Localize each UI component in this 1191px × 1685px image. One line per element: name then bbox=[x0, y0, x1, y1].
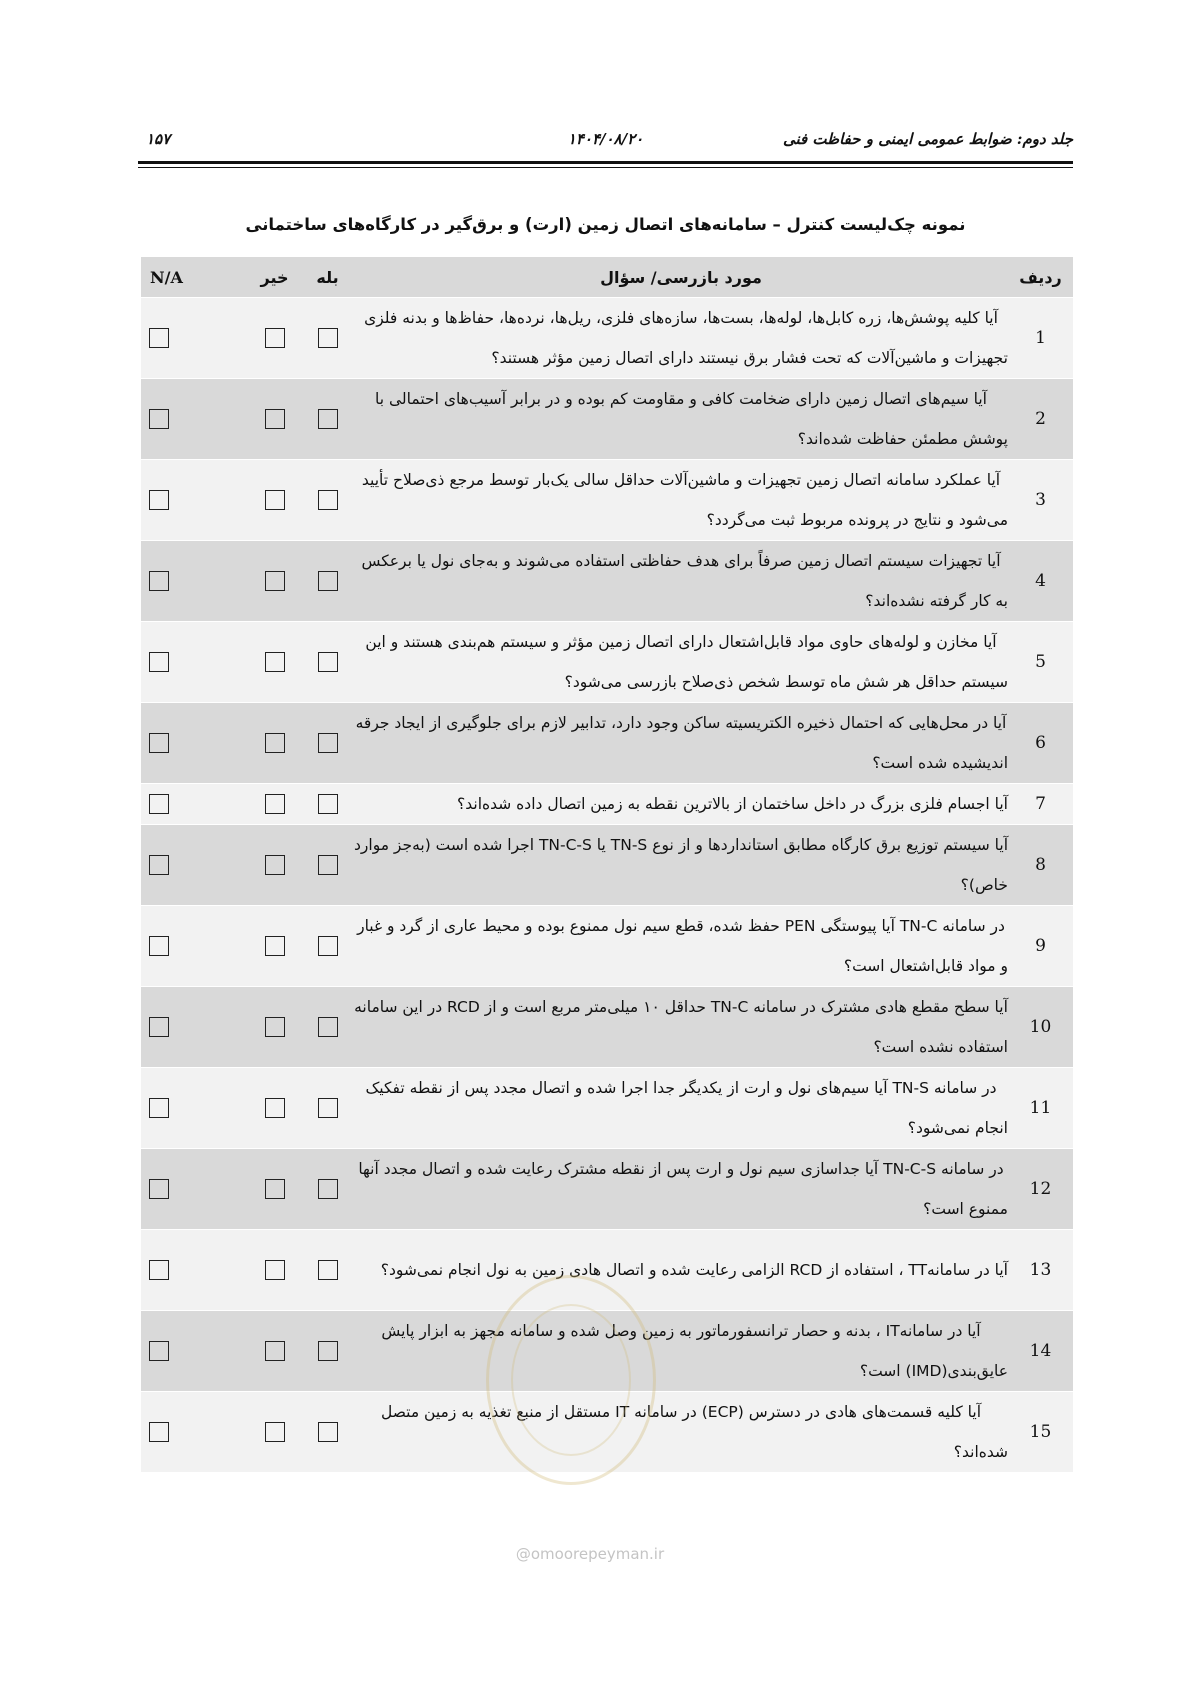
answer-cell-no bbox=[248, 703, 301, 783]
checkbox-no[interactable] bbox=[265, 1341, 285, 1361]
answer-cell-no bbox=[248, 906, 301, 986]
checkbox-no[interactable] bbox=[265, 1098, 285, 1118]
col-header-no: خیر bbox=[248, 257, 301, 297]
answer-cell-yes bbox=[301, 987, 354, 1067]
question-text: آیا کلیه قسمت‌های هادی در دسترس (ECP) در سامانه IT مستقل از منبع تغذیه به زمین متصل شده‌اند؟ bbox=[354, 1392, 1008, 1472]
checkbox-na[interactable] bbox=[149, 409, 169, 429]
row-number: 8 bbox=[1008, 825, 1073, 905]
answer-cell-na bbox=[141, 784, 248, 824]
answer-cell-yes bbox=[301, 1149, 354, 1229]
answer-cell-na bbox=[141, 622, 248, 702]
checkbox-yes[interactable] bbox=[318, 1260, 338, 1280]
checkbox-yes[interactable] bbox=[318, 328, 338, 348]
checkbox-yes[interactable] bbox=[318, 652, 338, 672]
question-text: در سامانه TN-S آیا سیم‌های نول و ارت از یکدیگر جدا اجرا شده و اتصال مجدد پس از نقطه تفکیک انجام نمی‌شود؟ bbox=[354, 1068, 1008, 1148]
row-number: 12 bbox=[1008, 1149, 1073, 1229]
checklist-title: نمونه چک‌لیست کنترل – سامانه‌های اتصال زمین (ارت) و برق‌گیر در کارگاه‌های ساختمانی bbox=[245, 215, 966, 234]
question-text: آیا سیم‌های اتصال زمین دارای ضخامت کافی و مقاومت کم بوده و در برابر آسیب‌های احتمالی با پوشش مطمئن حفاظت شده‌اند؟ bbox=[354, 379, 1008, 459]
checkbox-yes[interactable] bbox=[318, 1341, 338, 1361]
table-row bbox=[141, 1230, 1073, 1310]
table-row bbox=[141, 1149, 1073, 1229]
checkbox-no[interactable] bbox=[265, 409, 285, 429]
answer-cell-no bbox=[248, 987, 301, 1067]
row-number: 4 bbox=[1008, 541, 1073, 621]
answer-cell-yes bbox=[301, 1068, 354, 1148]
checkbox-no[interactable] bbox=[265, 328, 285, 348]
row-number: 15 bbox=[1008, 1392, 1073, 1472]
question-text: آیا تجهیزات سیستم اتصال زمین صرفاً برای هدف حفاظتی استفاده می‌شوند و به‌جای نول یا برعکس به کار گرفته نشده‌اند؟ bbox=[354, 541, 1008, 621]
question-text: آیا سیستم توزیع برق کارگاه مطابق استانداردها و از نوع TN-S یا TN-C-S اجرا شده است (به‌جز موارد خاص)؟ bbox=[354, 825, 1008, 905]
checkbox-yes[interactable] bbox=[318, 409, 338, 429]
checkbox-no[interactable] bbox=[265, 1422, 285, 1442]
row-number: 5 bbox=[1008, 622, 1073, 702]
checkbox-na[interactable] bbox=[149, 936, 169, 956]
header-rule-thin bbox=[138, 167, 1073, 168]
checkbox-no[interactable] bbox=[265, 1260, 285, 1280]
site-watermark: @omoorepeyman.ir bbox=[515, 1545, 665, 1563]
answer-cell-no bbox=[248, 298, 301, 378]
answer-cell-na bbox=[141, 379, 248, 459]
answer-cell-na bbox=[141, 703, 248, 783]
checkbox-yes[interactable] bbox=[318, 1179, 338, 1199]
table-row bbox=[141, 298, 1073, 378]
col-header-na bbox=[141, 257, 248, 297]
answer-cell-no bbox=[248, 825, 301, 905]
checkbox-na[interactable] bbox=[149, 794, 169, 814]
table-header-row bbox=[141, 257, 1073, 297]
answer-cell-yes bbox=[301, 825, 354, 905]
page-header bbox=[138, 130, 1073, 154]
checkbox-na[interactable] bbox=[149, 571, 169, 591]
checkbox-na[interactable] bbox=[149, 1341, 169, 1361]
checkbox-no[interactable] bbox=[265, 652, 285, 672]
checkbox-yes[interactable] bbox=[318, 733, 338, 753]
checkbox-yes[interactable] bbox=[318, 1017, 338, 1037]
row-number: 7 bbox=[1008, 784, 1073, 824]
answer-cell-no bbox=[248, 460, 301, 540]
table-row bbox=[141, 379, 1073, 459]
checkbox-na[interactable] bbox=[149, 1098, 169, 1118]
row-number: 10 bbox=[1008, 987, 1073, 1067]
answer-cell-yes bbox=[301, 1392, 354, 1472]
table-row bbox=[141, 1311, 1073, 1391]
checkbox-na[interactable] bbox=[149, 328, 169, 348]
question-text: آیا اجسام فلزی بزرگ در داخل ساختمان از بالاترین نقطه به زمین اتصال داده شده‌اند؟ bbox=[354, 784, 1008, 824]
table-row bbox=[141, 622, 1073, 702]
answer-cell-na bbox=[141, 1230, 248, 1310]
answer-cell-yes bbox=[301, 460, 354, 540]
question-text: در سامانه TN-C آیا پیوستگی PEN حفظ شده، قطع سیم نول ممنوع بوده و محیط عاری از گرد و غبار و مواد قابل‌اشتعال است؟ bbox=[354, 906, 1008, 986]
checkbox-na[interactable] bbox=[149, 1422, 169, 1442]
page-number: ۱۵۷ bbox=[146, 130, 171, 148]
checkbox-na[interactable] bbox=[149, 1179, 169, 1199]
table-row bbox=[141, 1392, 1073, 1472]
answer-cell-no bbox=[248, 1230, 301, 1310]
answer-cell-na bbox=[141, 541, 248, 621]
checkbox-na[interactable] bbox=[149, 1017, 169, 1037]
checkbox-yes[interactable] bbox=[318, 490, 338, 510]
checkbox-na[interactable] bbox=[149, 652, 169, 672]
answer-cell-na bbox=[141, 1068, 248, 1148]
row-number: 14 bbox=[1008, 1311, 1073, 1391]
row-number: 9 bbox=[1008, 906, 1073, 986]
book-title: جلد دوم: ضوابط عمومی ایمنی و حفاظت فنی bbox=[783, 130, 1073, 148]
checkbox-no[interactable] bbox=[265, 1017, 285, 1037]
answer-cell-na bbox=[141, 460, 248, 540]
row-number: 3 bbox=[1008, 460, 1073, 540]
table-row bbox=[141, 987, 1073, 1067]
checkbox-yes[interactable] bbox=[318, 936, 338, 956]
table-row bbox=[141, 460, 1073, 540]
answer-cell-no bbox=[248, 1068, 301, 1148]
checkbox-no[interactable] bbox=[265, 936, 285, 956]
answer-cell-yes bbox=[301, 379, 354, 459]
answer-cell-yes bbox=[301, 541, 354, 621]
checkbox-no[interactable] bbox=[265, 733, 285, 753]
col-header-na-label: N/A bbox=[150, 267, 183, 287]
table-row bbox=[141, 906, 1073, 986]
checkbox-yes[interactable] bbox=[318, 1098, 338, 1118]
header-rule-thick bbox=[138, 161, 1073, 164]
checkbox-na[interactable] bbox=[149, 855, 169, 875]
col-header-yes: بله bbox=[301, 257, 354, 297]
checkbox-no[interactable] bbox=[265, 490, 285, 510]
answer-cell-no bbox=[248, 1311, 301, 1391]
answer-cell-yes bbox=[301, 703, 354, 783]
question-text: آیا در سامانهIT ، بدنه و حصار ترانسفورماتور به زمین وصل شده و سامانه مجهز به ابزار پایش عایق‌بندی(IMD) است؟ bbox=[354, 1311, 1008, 1391]
answer-cell-no bbox=[248, 784, 301, 824]
table-row bbox=[141, 1068, 1073, 1148]
col-header-row-number: ردیف bbox=[1008, 257, 1073, 297]
checkbox-na[interactable] bbox=[149, 1260, 169, 1280]
col-header-item: مورد بازرسی/ سؤال bbox=[354, 257, 1008, 297]
answer-cell-yes bbox=[301, 1230, 354, 1310]
checkbox-na[interactable] bbox=[149, 733, 169, 753]
checkbox-yes[interactable] bbox=[318, 571, 338, 591]
table-row bbox=[141, 825, 1073, 905]
question-text: آیا کلیه پوشش‌ها، زره کابل‌ها، لوله‌ها، بست‌ها، سازه‌های فلزی، ریل‌ها، نرده‌ها، حفاظ‌ها و بدنه فلزی تجهیزات و ماشین‌آلات که تحت فشار برق نیستند دارای اتصال زمین مؤثر هستند؟ bbox=[354, 298, 1008, 378]
answer-cell-na bbox=[141, 1311, 248, 1391]
checkbox-yes[interactable] bbox=[318, 855, 338, 875]
question-text: آیا مخازن و لوله‌های حاوی مواد قابل‌اشتعال دارای اتصال زمین مؤثر و سیستم هم‌بندی هستند و این سیستم حداقل هر شش ماه توسط شخص ذی‌صلاح بازرسی می‌شود؟ bbox=[354, 622, 1008, 702]
checkbox-no[interactable] bbox=[265, 855, 285, 875]
checkbox-yes[interactable] bbox=[318, 1422, 338, 1442]
answer-cell-no bbox=[248, 622, 301, 702]
answer-cell-no bbox=[248, 379, 301, 459]
checkbox-yes[interactable] bbox=[318, 794, 338, 814]
checklist-table bbox=[141, 256, 1073, 1473]
question-text: آیا سطح مقطع هادی مشترک در سامانه TN-C حداقل ۱۰ میلی‌متر مربع است و از RCD در این سامانه استفاده نشده است؟ bbox=[354, 987, 1008, 1067]
answer-cell-na bbox=[141, 825, 248, 905]
checkbox-no[interactable] bbox=[265, 1179, 285, 1199]
answer-cell-na bbox=[141, 1149, 248, 1229]
answer-cell-no bbox=[248, 541, 301, 621]
checkbox-no[interactable] bbox=[265, 794, 285, 814]
row-number: 11 bbox=[1008, 1068, 1073, 1148]
answer-cell-yes bbox=[301, 784, 354, 824]
question-text: آیا عملکرد سامانه اتصال زمین تجهیزات و ماشین‌آلات حداقل سالی یک‌بار توسط مرجع ذی‌صلاح تأیید می‌شود و نتایج در پرونده مربوط ثبت می‌گردد؟ bbox=[354, 460, 1008, 540]
row-number: 13 bbox=[1008, 1230, 1073, 1310]
answer-cell-yes bbox=[301, 622, 354, 702]
answer-cell-no bbox=[248, 1392, 301, 1472]
row-number: 6 bbox=[1008, 703, 1073, 783]
question-text: آیا در محل‌هایی که احتمال ذخیره الکتریسیته ساکن وجود دارد، تدابیر لازم برای جلوگیری از ایجاد جرقه اندیشیده شده است؟ bbox=[354, 703, 1008, 783]
answer-cell-na bbox=[141, 906, 248, 986]
checkbox-na[interactable] bbox=[149, 490, 169, 510]
answer-cell-na bbox=[141, 298, 248, 378]
answer-cell-na bbox=[141, 987, 248, 1067]
row-number: 2 bbox=[1008, 379, 1073, 459]
table-row bbox=[141, 784, 1073, 824]
table-row bbox=[141, 541, 1073, 621]
table-row bbox=[141, 703, 1073, 783]
header-date: ۱۴۰۴/۰۸/۲۰ bbox=[567, 130, 644, 148]
row-number: 1 bbox=[1008, 298, 1073, 378]
question-text: در سامانه TN-C-S آیا جداسازی سیم نول و ارت پس از نقطه مشترک رعایت شده و اتصال مجدد آنها ممنوع است؟ bbox=[354, 1149, 1008, 1229]
checkbox-no[interactable] bbox=[265, 571, 285, 591]
answer-cell-no bbox=[248, 1149, 301, 1229]
answer-cell-yes bbox=[301, 906, 354, 986]
answer-cell-yes bbox=[301, 298, 354, 378]
answer-cell-na bbox=[141, 1392, 248, 1472]
question-text: آیا در سامانهTT ، استفاده از RCD الزامی رعایت شده و اتصال هادی زمین به نول انجام نمی‌شود؟ bbox=[354, 1230, 1008, 1310]
answer-cell-yes bbox=[301, 1311, 354, 1391]
